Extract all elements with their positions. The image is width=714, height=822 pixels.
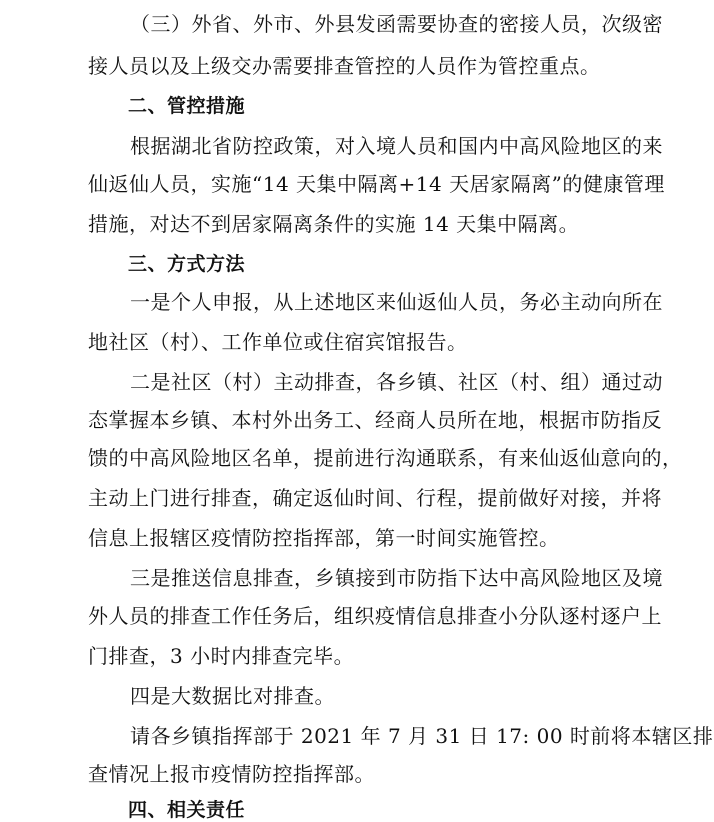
text-line: 仙返仙人员，实施“14 天集中隔离+14 天居家隔离”的健康管理 <box>88 172 665 196</box>
text-line: 请各乡镇指挥部于 2021 年 7 月 31 日 17: 00 时前将本辖区排 <box>130 724 714 748</box>
text-line: 一是个人申报，从上述地区来仙返仙人员，务必主动向所在 <box>130 290 663 314</box>
text-line: 措施，对达不到居家隔离条件的实施 14 天集中隔离。 <box>88 212 580 236</box>
text-line: 二是社区（村）主动排查，各乡镇、社区（村、组）通过动 <box>130 370 663 394</box>
text-line: （三）外省、外市、外县发函需要协查的密接人员，次级密 <box>130 12 663 36</box>
text-line: 地社区（村）、工作单位或住宿宾馆报告。 <box>88 330 468 354</box>
section-heading: 三、方式方法 <box>128 253 246 275</box>
text-line: 三是推送信息排查，乡镇接到市防指下达中高风险地区及境 <box>130 566 663 590</box>
text-line: 信息上报辖区疫情防控指挥部，第一时间实施管控。 <box>88 526 560 550</box>
section-heading: 四、相关责任 <box>128 799 246 821</box>
text-line: 根据湖北省防控政策，对入境人员和国内中高风险地区的来 <box>130 134 663 158</box>
text-line: 门排查，3 小时内排查完毕。 <box>88 644 355 668</box>
text-line: 查情况上报市疫情防控指挥部。 <box>88 762 375 786</box>
text-line: 四是大数据比对排查。 <box>130 684 335 708</box>
text-line: 主动上门进行排查，确定返仙时间、行程，提前做好对接，并将 <box>88 486 662 510</box>
text-line: 接人员以及上级交办需要排查管控的人员作为管控重点。 <box>88 54 601 78</box>
text-line: 态掌握本乡镇、本村外出务工、经商人员所在地，根据市防指反 <box>88 408 662 432</box>
section-heading: 二、管控措施 <box>128 95 246 117</box>
text-line: 外人员的排查工作任务后，组织疫情信息排查小分队逐村逐户上 <box>88 604 662 628</box>
text-line: 馈的中高风险地区名单，提前进行沟通联系，有来仙返仙意向的， <box>88 446 683 470</box>
